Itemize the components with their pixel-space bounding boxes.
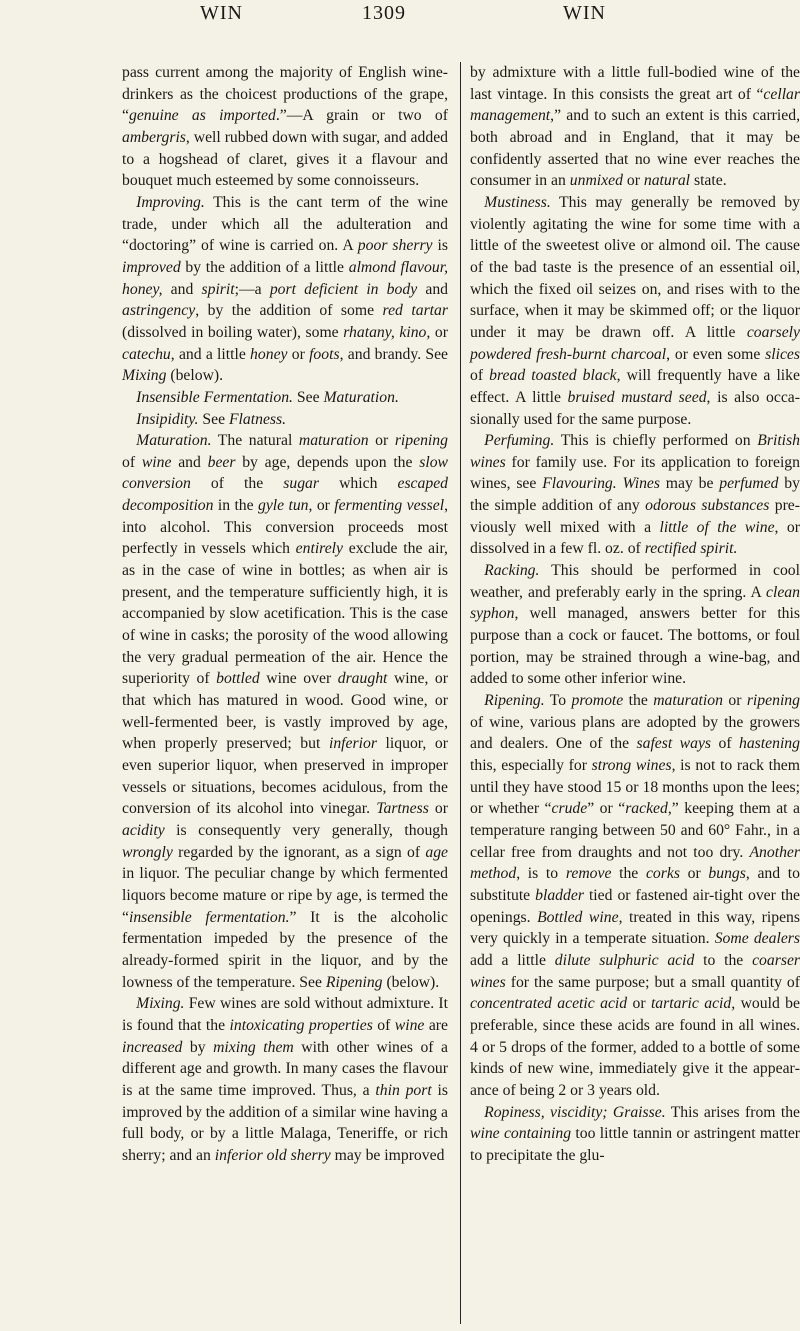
italic-term: thin port [375,1081,432,1099]
text-run: is improved by the addition of a similar wine having a full body, or by a little Malaga, Teneriffe, or rich sherry; and an [122,1081,448,1164]
italic-term: natural [643,172,691,190]
italic-term: increased [122,1038,183,1056]
paragraph [122,62,448,192]
text-run: with other wines of a different age and growth. In many cases the flavour is at the same time improved. Thus, a [122,1038,448,1099]
italic-term: slices [765,345,800,363]
italic-term: inferior [328,735,377,753]
italic-term: British wines [470,432,800,471]
text-run: , and brandy. See [339,345,449,363]
text-run: is [432,237,448,255]
text-run: is consequently very generally, though [164,821,448,839]
paragraph [122,387,448,409]
text-run: , by the addition of some [195,302,383,320]
text-run: This arises from the [665,1103,800,1121]
text-run: or [679,865,709,883]
text-run: are [424,1016,448,1034]
text-run: To [544,692,572,710]
text-run: ” or “ [587,800,626,818]
text-run: of [711,735,739,753]
paragraph [122,192,448,387]
text-run: for family use. For its application to foreign wines, see [470,453,800,493]
text-run: by admixture with a little full-bodied wine of the last vintage. In this consists the great art of “ [470,64,800,103]
italic-term: gyle tun [257,497,309,515]
text-run: ;—a [234,280,270,298]
text-run: ,” keeping them at a temperature ranging between 50 and 60° Fahr., in a cellar free from draughts and not too dry. [470,800,800,861]
italic-term: perfumed [719,475,779,493]
italic-term: ripening [746,692,800,710]
text-run: may be [660,475,720,493]
text-run: by the addition of a little [180,258,349,276]
text-run: to the [694,951,753,969]
text-run: by age, depends upon the [235,453,420,471]
text-run: which [319,475,398,493]
text-run: , treated in this way, ripens very quickly in a temperate situation. [470,908,800,948]
italic-term: Ropiness, viscidity; Graisse. [484,1103,666,1121]
text-run: wine over [259,670,338,688]
paragraph [122,409,448,431]
text-run: ,” and to such an extent is this carried, both abroad and in England, that it may be confidently asserted that no wine ever reaches the consumer in an [470,107,800,190]
italic-term: Tartness [376,800,429,818]
italic-term: safest ways [636,735,712,753]
italic-term: coarsely powdered fresh-burnt charcoal [470,323,800,363]
text-run: by the simple addition of any [470,475,800,515]
text-run: this, especially for [470,757,592,774]
column-divider [460,62,461,1324]
text-run: , will frequently have a like effect. A little [470,367,800,406]
text-run: , or [308,497,335,515]
text-run: .”—A grain or two of [275,107,448,125]
italic-term: slow conversion [122,453,449,493]
italic-term: mixing them [213,1038,294,1056]
italic-term: bread toasted black [489,367,617,385]
text-run: Few wines are sold without admixture. It is found that the [122,995,448,1034]
text-run: or [368,432,395,450]
text-run: This may generally be removed by violently agitating the wine for some time with a little of the sweetest olive or almond oil. The cause of the bad taste is the presence of an essential oil, which the fixed oil seizes on, and rises with to the surface, when it may be skimmed off; or the liquor under it may be drawn off. A little [470,193,800,341]
italic-term: cellar management [470,85,800,125]
text-run: The natural [211,432,299,450]
italic-term: clean syphon [470,583,800,623]
italic-term: Maturation. [323,388,399,406]
italic-term: improved [122,258,181,276]
text-run: and [171,453,208,471]
italic-term: bottled [216,670,260,688]
text-run: of the [190,475,284,493]
text-run: This should be performed in cool weather, and preferably early in the spring. A [470,562,800,601]
italic-term: honey [250,345,288,363]
text-run: , into alcohol. This conversion proceeds most perfectly in vessels which [122,497,448,558]
text-run: This is the cant term of the wine trade, under which all the adulteration and “doctoring” of wine is carried on. A [122,193,448,255]
text-run: , is not to rack them until they have stood 15 or 18 months upon the lees; or whether “ [470,757,800,818]
text-run: tied or fastened air-tight over the openings. [470,886,800,926]
text-run: , well managed, answers better for this purpose than a cock or faucet. The bottoms, or foul portion, may be strained through a wine-bag, and added to some other inferior wine. [470,605,800,688]
italic-term: racked [625,800,668,818]
text-run: add a little [470,951,555,969]
text-run: or [428,800,448,818]
italic-term: Bottled wine [537,908,619,926]
italic-term: maturation [653,692,723,710]
italic-term: Perfuming. [484,432,555,450]
text-run: of [122,453,142,471]
text-run: exclude the air, as in the case of wine in bottles; as when air is present, and the temperature sufficiently high, it is accompanied by slow acetification. This is the case of wine in casks; the porosity of the wood allowing the very gradual permeation of the air. Hence the superiority of [122,540,448,688]
text-run: , or even some [666,345,766,363]
italic-term: concentrated acetic acid [470,995,628,1013]
text-run: of wine, various plans are adopted by the growers and dealers. One of the [470,713,800,753]
italic-term: Mustiness. [484,193,551,211]
text-run: (below). [382,973,440,991]
paragraph [470,192,800,430]
italic-term: coarser wines [470,951,800,991]
text-run: or [622,172,644,190]
italic-term: intoxicating properties [229,1016,373,1034]
italic-term: strong wines [591,757,672,774]
italic-term: Ripening. [484,692,545,710]
italic-term: crude [551,800,588,818]
text-run: This is chiefly performed on [554,432,758,450]
italic-term: spirit [201,280,235,298]
text-run: or [722,692,747,710]
text-run: , and a little [170,345,251,363]
text-run: for the same purpose; but a small quantity of [505,973,800,991]
italic-term: maturation [298,432,369,450]
italic-term: unmixed [569,172,623,190]
italic-term: rhatany, kino, [343,323,431,341]
paragraph [470,1102,800,1167]
text-run: or [627,995,651,1013]
text-run: , and to substitute [470,865,800,904]
text-run: See [198,410,229,428]
italic-term: sugar [283,475,320,493]
paragraph [470,62,800,192]
italic-term: Flavouring. [542,475,617,493]
italic-term: Insensible Fermentation. [136,388,293,406]
italic-term: remove [565,865,612,883]
italic-term: ambergris [122,128,186,146]
italic-term: Improving. [136,193,205,211]
paragraph [470,430,800,560]
text-run: , or dissolved in a few fl. oz. of [470,518,800,558]
text-run: ” It is the alcoholic fermentation impeded by the presence of the already-formed spirit in the liquor, and by the lowness of the temperature. See [122,908,448,991]
italic-term: fermenting vessel [334,497,445,515]
italic-term: port deficient in body [269,280,418,298]
italic-term: foots [309,345,340,363]
text-run: the [623,692,654,710]
italic-term: Wines [622,475,660,493]
italic-term: acidity [122,821,165,839]
text-run: See [292,388,324,406]
paragraph [122,430,448,993]
text-run: previously well mixed with a [470,497,800,536]
text-run: (below). [166,367,224,385]
italic-term: odorous substances [645,497,770,515]
text-run: pass current among the majority of English wine-drinkers as the choicest productions of the grape, “ [122,64,448,125]
italic-term: corks [645,865,680,883]
italic-term: Racking. [484,562,540,580]
text-run: state. [690,172,727,190]
italic-term: ripening [394,432,448,450]
italic-term: Mixing. [136,995,185,1013]
italic-term: entirely [295,540,343,558]
italic-term: Mixing [122,367,167,385]
text-run: too little tannin or astringent matter to precipitate the glu- [470,1125,800,1164]
italic-term: astringency [122,302,196,320]
italic-term: draught [337,670,388,688]
text-run: or [287,345,310,363]
italic-term: catechu [122,345,171,363]
italic-term: rectified spirit. [644,540,738,558]
text-run: wine, or that which has matured in wood. Good wine, or well-fermented beer, is vastly improved by age, when properly preserved; but [122,670,448,753]
header-left-word: WIN [200,2,243,24]
text-run: , is also occasionally used for the same purpose. [470,388,800,428]
italic-term: bungs [708,865,746,883]
italic-term: age [425,843,448,861]
italic-term: insensible fermentation. [128,908,290,926]
italic-term: genuine as imported [128,107,276,125]
italic-term: Flatness. [228,410,287,428]
text-run: of [372,1016,395,1034]
italic-term: bladder [535,886,584,904]
text-run: liquor, or even superior liquor, when preserved in improper vessels or situations, becomes acidulous, from the conversion of its alcohol into vinegar. [122,735,448,818]
text-run: (dissolved in boiling water), some [122,323,344,341]
paragraph [470,690,800,1101]
italic-term: tartaric acid, [650,995,736,1013]
italic-term: Ripening [325,973,383,991]
text-run: would be preferable, since these acids are found in all wines. 4 or 5 drops of the former, added to a bottle of some kinds of new wine, immediately give it the appearance of being 2 or 3 years old. [470,995,800,1099]
running-header [0,2,800,36]
italic-term: wrongly [122,843,173,861]
paragraph [470,560,800,690]
italic-term: escaped decomposition [122,475,449,515]
italic-term: Another method [470,843,800,883]
italic-term: inferior old sherry [214,1146,331,1164]
italic-term: almond flavour, honey, [122,258,448,298]
italic-term: Some dealers [714,930,800,948]
text-run: and [417,280,449,298]
text-run: or [430,323,448,341]
text-run: , is to [516,865,566,883]
text-run: of [470,367,490,385]
italic-term: beer [207,453,236,471]
text-run: and [162,280,202,298]
paragraph [122,993,448,1166]
text-run: in the [213,497,258,515]
right-column [470,62,800,1166]
italic-term: Insipidity. [136,410,199,428]
italic-term: little of the wine [659,518,775,536]
italic-term: red tartar [382,302,448,320]
header-right-word: WIN [563,2,606,24]
text-run: the [611,865,646,883]
italic-term: bruised mustard seed [567,388,707,406]
text-run: may be improved [330,1146,445,1164]
italic-term: promote [571,692,624,710]
italic-term: wine containing [470,1125,572,1143]
italic-term: poor sherry [357,237,433,255]
text-run: regarded by the ignorant, as a sign of [172,843,426,861]
italic-term: Maturation. [136,432,212,450]
italic-term: wine [394,1016,425,1034]
text-run: , well rubbed down with sugar, and added to a hogshead of claret, gives it a flavour and bouquet much esteemed by some connoisseurs. [122,128,448,190]
left-column [122,62,448,1166]
text-run: by [182,1038,214,1056]
page-number: 1309 [362,2,406,24]
italic-term: hastening [738,735,800,753]
italic-term: dilute sulphuric acid [554,951,695,969]
text-run: in liquor. The peculiar change by which fermented liquors become mature or ripe by age, is termed the “ [122,865,448,926]
italic-term: wine [141,453,172,471]
